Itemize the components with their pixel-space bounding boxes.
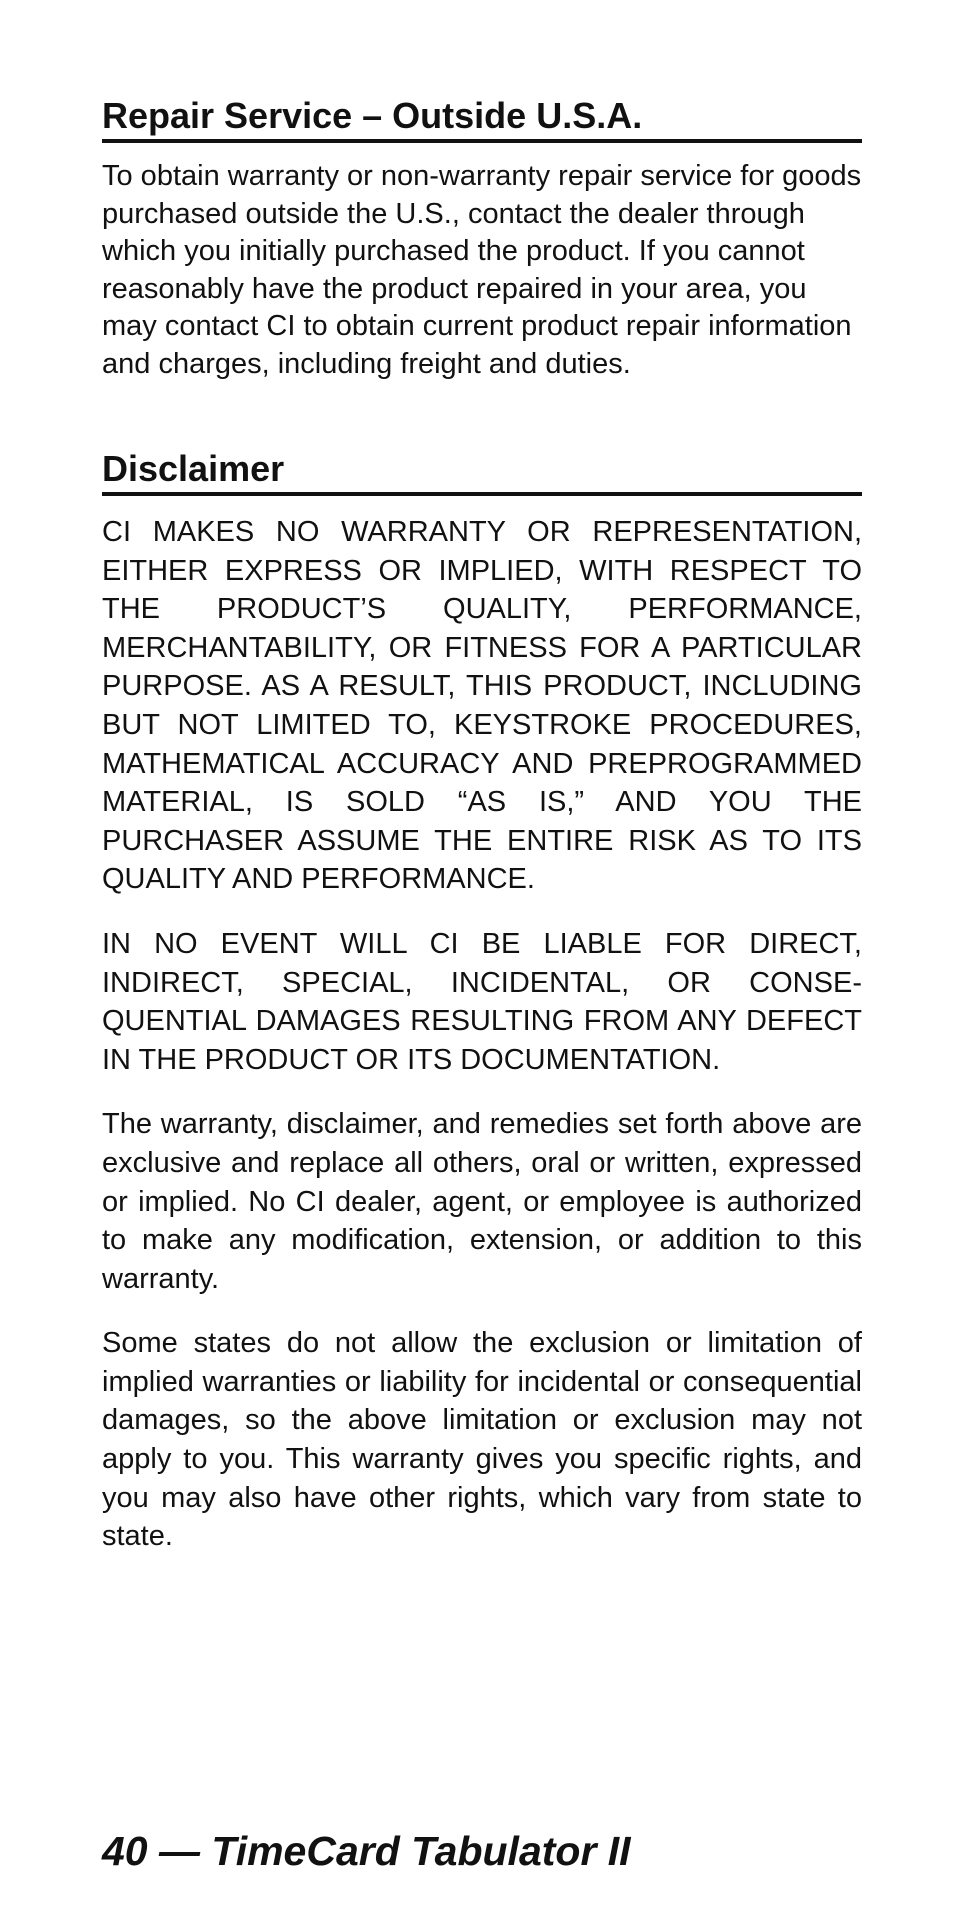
section-heading-repair-service: Repair Service – Outside U.S.A. [102,95,862,143]
paragraph-disclaimer-exclusive-remedies: The warranty, disclaimer, and remedies set forth above are exclusive and replace all others, oral or written, expressed or implied. No CI dealer, agent, or employee is authorized to make any modification, extension, or addition to this warranty. [102,1108,862,1295]
document-page [102,0,862,1908]
section-heading-disclaimer: Disclaimer [102,448,862,496]
page-footer: 40 — TimeCard Tabulator II [102,1828,631,1874]
disclaimer-body [102,513,862,1582]
paragraph-disclaimer-state-rights: Some states do not allow the exclusion or limitation of implied warranties or liability for incidental or consequential damages, so the above limitation or exclusion may not apply to you. This warranty gives you specific rights, and you may also have other rights, which vary from state to state. [102,1327,862,1553]
paragraph-disclaimer-warranty: CI MAKES NO WARRANTY OR REPRESENTATION, EITHER EXPRESS OR IMPLIED, WITH RESPECT TO THE PRODUCT’S QUALITY, PERFORMANCE, MERCHANTABILITY, OR FITNESS FOR A PARTICULAR PURPOSE. AS A RESULT, THIS PRODUCT, INCLUDING BUT NOT LIMITED TO, KEYSTROKE PROCEDURES, MATHEMATICAL ACCURACY AND PREPROGRAMMED MATERIAL, IS SOLD “AS IS,” AND YOU THE PURCHASER ASSUME THE ENTIRE RISK AS TO ITS QUALITY AND PERFORMANCE. [102,516,862,896]
paragraph-disclaimer-liability: IN NO EVENT WILL CI BE LIABLE FOR DIRECT, INDIRECT, SPECIAL, INCIDENTAL, OR CONSEQUENTIAL DAMAGES RESULTING FROM ANY DEFECT IN THE PRODUCT OR ITS DOCUMENTATION. [102,927,862,1076]
paragraph-repair-service: To obtain warranty or non-warranty repair service for goods purchased outside the U.S., contact the dealer through which you initially purchased the product. If you cannot reasonably have the product repaired in your area, you may contact CI to obtain current product repair information and charges, including freight and duties. [102,160,862,380]
